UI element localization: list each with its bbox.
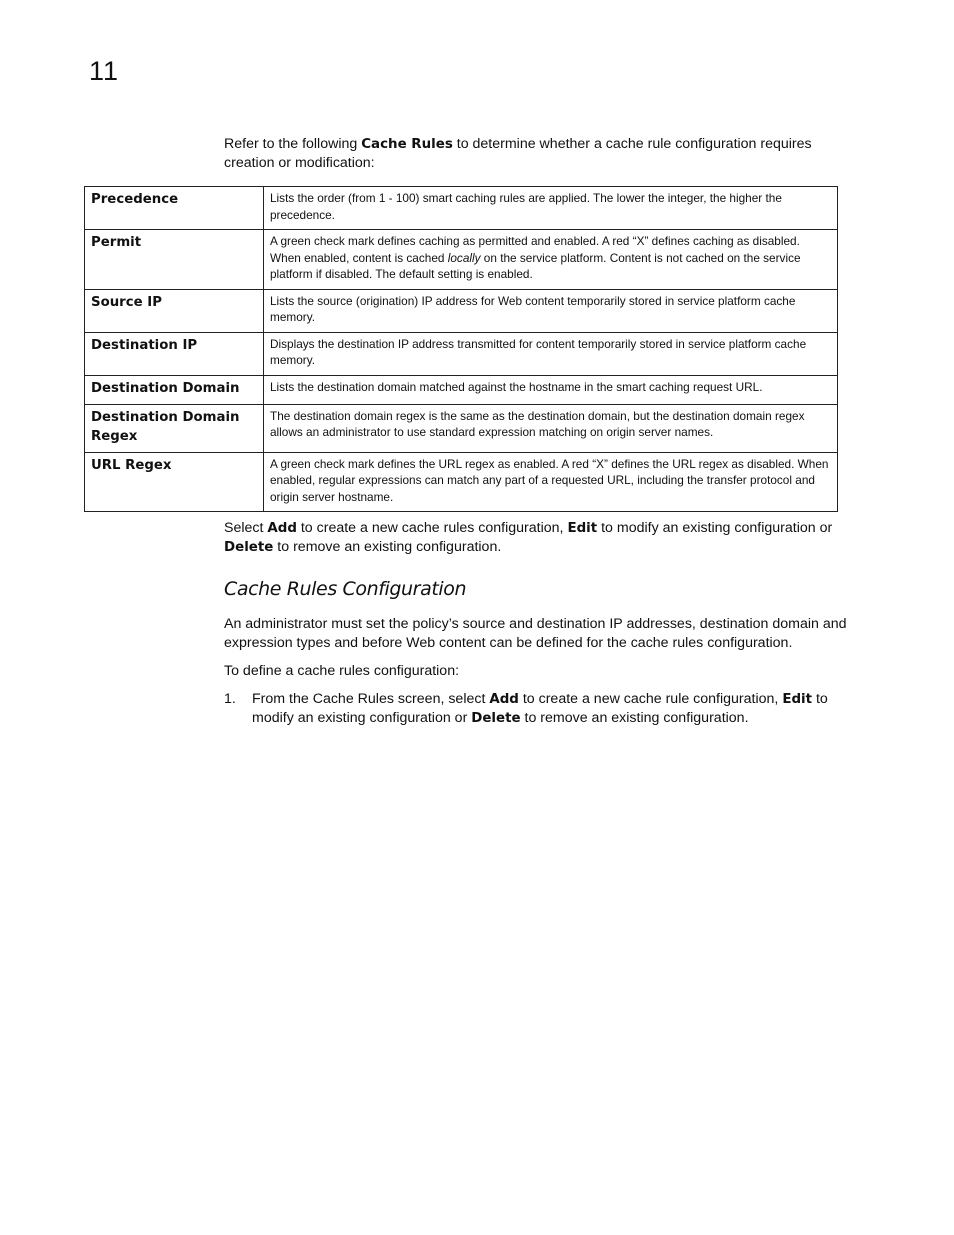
select-text: to create a new cache rules configuration, xyxy=(296,520,568,536)
table-description: A green check mark defines the URL regex as enabled. A red “X” defines the URL regex as disabled. When enabled, regular expressions can match any part of a requested URL, including the transfer protocol and origin server hostname. xyxy=(264,452,838,512)
add-term: Add xyxy=(489,692,519,707)
table-row xyxy=(85,375,838,404)
delete-term: Delete xyxy=(224,540,274,555)
table-term: Destination Domain Regex xyxy=(85,404,264,452)
table-description: Lists the source (origination) IP address for Web content temporarily stored in service platform cache memory. xyxy=(264,289,838,332)
table-term: Destination Domain xyxy=(85,375,264,404)
table-term: Source IP xyxy=(85,289,264,332)
select-text: to modify an existing configuration or xyxy=(597,520,833,536)
step-1 xyxy=(224,690,856,728)
edit-term: Edit xyxy=(782,692,813,707)
table-row xyxy=(85,230,838,290)
step-text-part: to create a new cache rule configuration, xyxy=(518,691,783,707)
edit-term: Edit xyxy=(567,521,598,536)
select-text: Select xyxy=(224,520,268,536)
table-description xyxy=(264,230,838,290)
table-row xyxy=(85,452,838,512)
permit-desc-after: on the service platform. Content is not cached on the service platform if disabled. The default setting is enabled. xyxy=(270,250,801,281)
table-term: URL Regex xyxy=(85,452,264,512)
intro-text-before: Refer to the following xyxy=(224,136,362,152)
define-paragraph: To define a cache rules configuration: xyxy=(224,663,460,679)
cache-rules-table xyxy=(84,186,838,512)
intro-term: Cache Rules xyxy=(361,137,453,152)
step-text-part: to remove an existing configuration. xyxy=(520,710,749,726)
table-description: Lists the order (from 1 - 100) smart caching rules are applied. The lower the integer, the higher the precedence. xyxy=(264,187,838,230)
table-term: Destination IP xyxy=(85,332,264,375)
step-text xyxy=(252,690,856,728)
step-number: 1. xyxy=(224,691,236,707)
chapter-number: 11 xyxy=(89,56,120,86)
table-term: Precedence xyxy=(85,187,264,230)
table-term: Permit xyxy=(85,230,264,290)
permit-desc-before: A green check mark defines caching as permitted and enabled. A red “X” defines caching as disabled. When enabled, content is cached xyxy=(270,234,800,265)
admin-paragraph: An administrator must set the policy’s source and destination IP addresses, destination domain and expression types and before Web content can be defined for the cache rules configuration. xyxy=(224,616,847,651)
table-description: Displays the destination IP address transmitted for content temporarily stored in service platform cache memory. xyxy=(264,332,838,375)
table-description: Lists the destination domain matched against the hostname in the smart caching request URL. xyxy=(264,375,838,404)
intro-text-after: to determine whether a cache rule configuration requires creation or modification: xyxy=(224,136,812,171)
add-term: Add xyxy=(267,521,297,536)
select-paragraph xyxy=(224,519,856,557)
step-text-part: to modify an existing configuration or xyxy=(252,691,828,726)
table-row xyxy=(85,332,838,375)
table-row xyxy=(85,187,838,230)
permit-desc-emphasis: locally xyxy=(447,250,481,265)
section-heading: Cache Rules Configuration xyxy=(224,578,467,600)
intro-paragraph xyxy=(224,135,856,173)
delete-term: Delete xyxy=(471,711,521,726)
table-row xyxy=(85,289,838,332)
table-description: The destination domain regex is the same as the destination domain, but the destination domain regex allows an administrator to use standard expression matching on origin server names. xyxy=(264,404,838,452)
select-text: to remove an existing configuration. xyxy=(273,539,502,555)
step-text-part: From the Cache Rules screen, select xyxy=(252,691,490,707)
table-row xyxy=(85,404,838,452)
